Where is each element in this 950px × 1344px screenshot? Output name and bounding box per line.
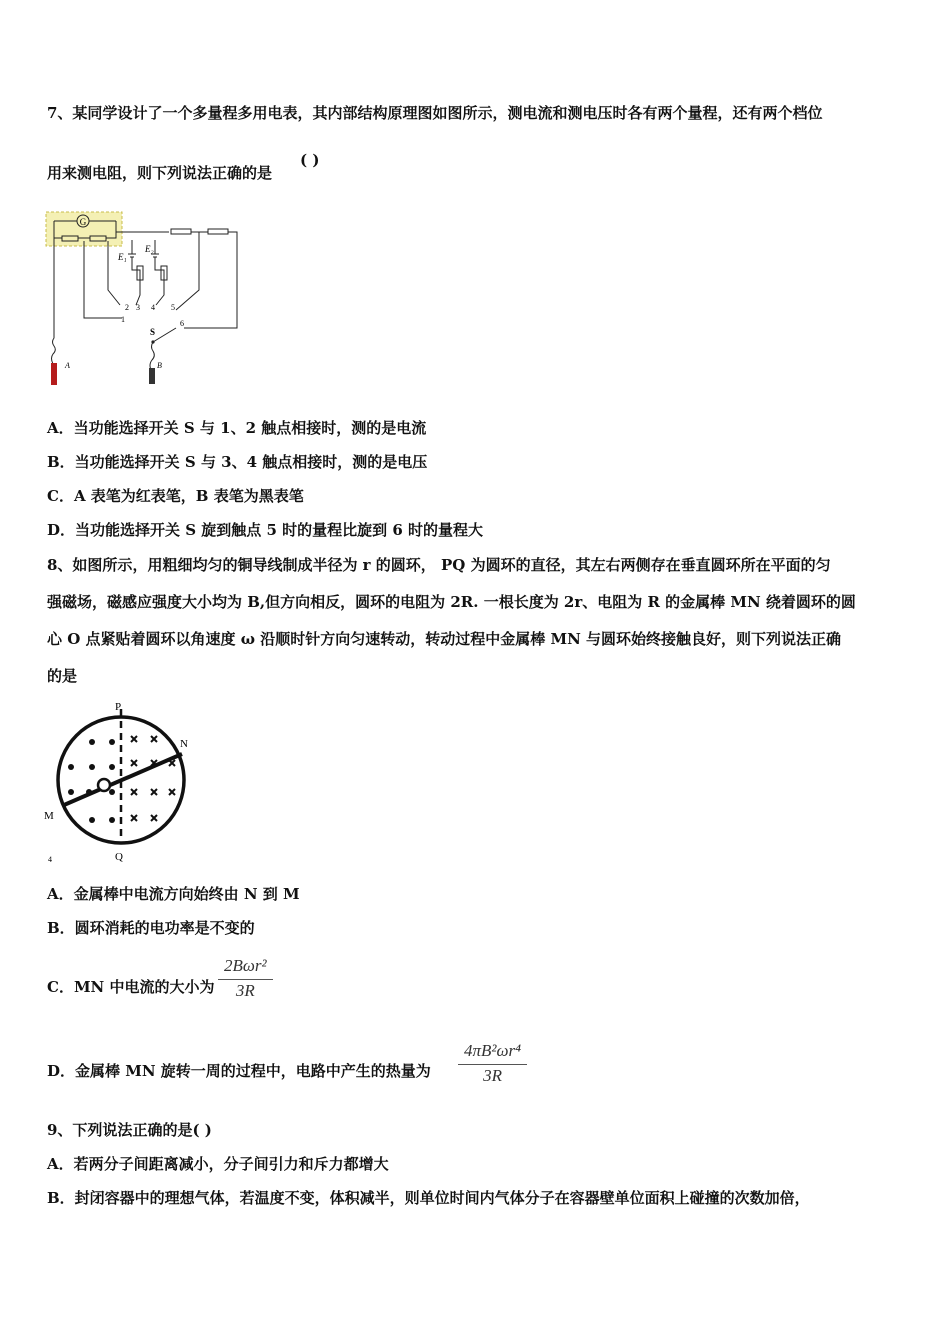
q8-option-b: B．圆环消耗的电功率是不变的 xyxy=(47,919,255,937)
q7-option-d: D．当功能选择开关 S 旋到触点 5 时的量程比旋到 6 时的量程大 xyxy=(47,521,484,539)
q7-option-c: C．A 表笔为红表笔，B 表笔为黑表笔 xyxy=(47,487,304,505)
q7-circuit-diagram xyxy=(44,210,244,395)
q8-option-d-numerator: 4πB²ωr⁴ xyxy=(458,1040,527,1065)
label-g: G xyxy=(79,217,87,227)
q8-option-c-numerator: 2Bωr² xyxy=(218,955,273,980)
label-contact-6: 6 xyxy=(180,319,184,328)
field-in-crosses xyxy=(131,736,175,821)
q7-option-a: A．当功能选择开关 S 与 1、2 触点相接时，测的是电流 xyxy=(47,419,427,437)
metal-rod-mn xyxy=(64,754,182,805)
label-contact-2: 2 xyxy=(125,303,129,312)
label-contact-4: 4 xyxy=(151,303,155,312)
q8-stem-line2: 强磁场，磁感应强度大小均为 B,但方向相反，圆环的电阻为 2R. 一根长度为 2r、电阻为 R 的金属棒 MN 绕着圆环的圆 xyxy=(47,593,856,611)
label-probe-b: B xyxy=(157,361,162,370)
label-e1: E₁ xyxy=(118,252,127,262)
multiplier-resistor-1 xyxy=(171,229,191,234)
label-q: Q xyxy=(115,851,123,863)
q8-stem-line3: 心 O 点紧贴着圆环以角速度 ω 沿顺时针方向匀速转动，转动过程中金属棒 MN 与圆环始终接触良好，则下列说法正确 xyxy=(47,630,842,648)
q9-stem: 9、下列说法正确的是( ) xyxy=(47,1121,212,1139)
q9-option-a: A．若两分子间距离减小，分子间引力和斥力都增大 xyxy=(47,1155,389,1173)
label-contact-3: 3 xyxy=(136,303,140,312)
label-corner: 4 xyxy=(48,855,52,864)
q8-option-d-formula xyxy=(458,1040,527,1087)
label-n: N xyxy=(180,738,188,750)
label-m: M xyxy=(44,810,54,822)
q8-stem-line4: 的是 xyxy=(47,667,78,685)
q8-stem-line1: 8、如图所示，用粗细均匀的铜导线制成半径为 r 的圆环， PQ 为圆环的直径，其左右两侧存在垂直圆环所在平面的匀 xyxy=(47,556,831,574)
q8-option-c-denominator: 3R xyxy=(235,981,255,1000)
q8-option-c: C．MN 中电流的大小为 xyxy=(47,978,215,996)
multiplier-resistor-2 xyxy=(208,229,228,234)
probe-b-icon xyxy=(149,368,155,384)
q8-option-c-formula xyxy=(218,955,273,1002)
q7-stem-line1: 7、某同学设计了一个多量程多用电表，其内部结构原理图如图所示，测电流和测电压时各有两个量程，还有两个档位 xyxy=(47,104,823,122)
q8-option-d: D．金属棒 MN 旋转一周的过程中，电路中产生的热量为 xyxy=(47,1062,431,1080)
q9-option-b: B．封闭容器中的理想气体，若温度不变，体积减半，则单位时间内气体分子在容器壁单位面积上碰撞的次数加倍， xyxy=(47,1189,810,1207)
q8-option-d-denominator: 3R xyxy=(483,1066,502,1085)
center-pivot-o xyxy=(98,779,110,791)
label-e2: E₂ xyxy=(145,244,154,254)
label-switch-s: S xyxy=(150,327,156,337)
label-p: P xyxy=(115,701,122,713)
q7-option-b: B．当功能选择开关 S 与 3、4 触点相接时，测的是电压 xyxy=(47,453,428,471)
q8-option-a: A．金属棒中电流方向始终由 N 到 M xyxy=(47,885,300,903)
q7-stem-line2: 用来测电阻，则下列说法正确的是 xyxy=(47,164,273,182)
q7-answer-paren: ( ) xyxy=(300,151,320,169)
selector-switch xyxy=(153,328,176,342)
probe-a-icon xyxy=(51,363,57,385)
label-contact-1: 1 xyxy=(121,315,125,324)
q8-ring-diagram xyxy=(44,697,200,867)
label-contact-5: 5 xyxy=(171,303,175,312)
label-probe-a: A xyxy=(65,361,70,370)
